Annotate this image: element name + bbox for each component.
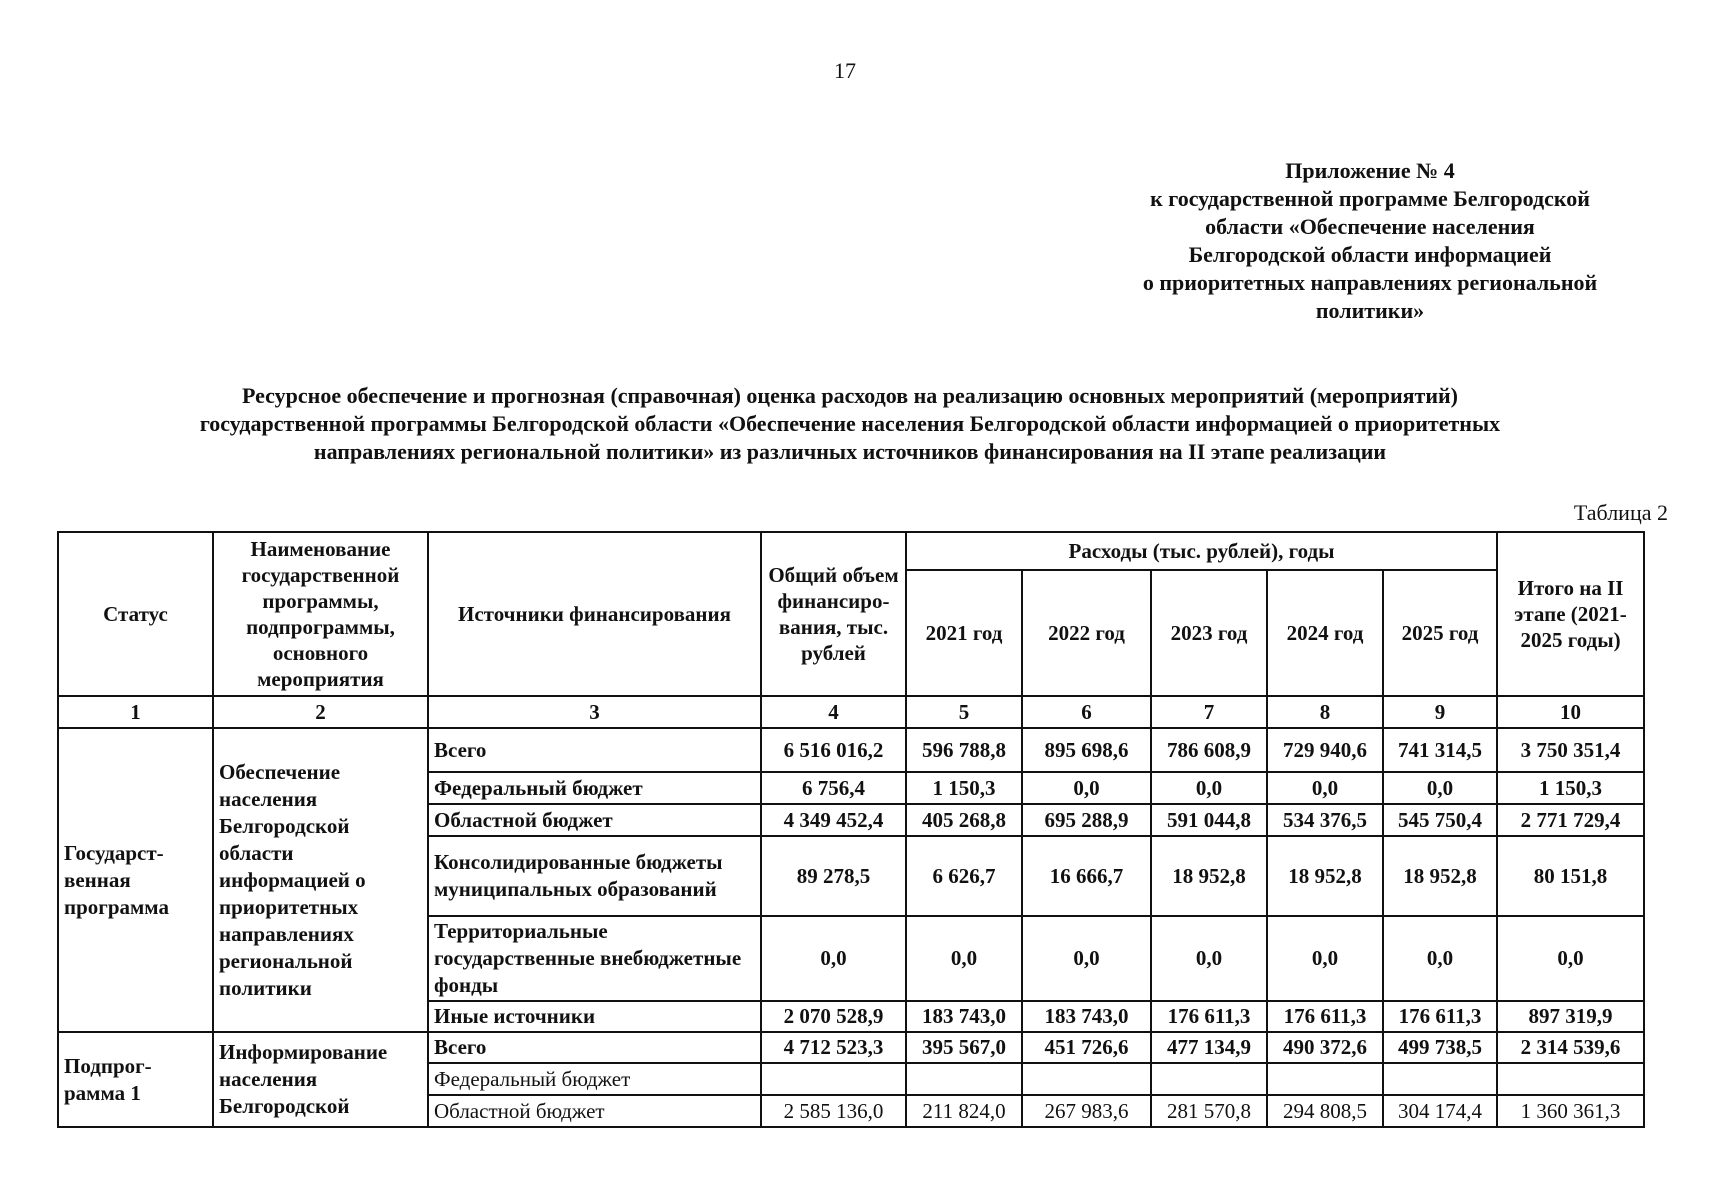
column-number: 2 — [213, 696, 428, 728]
value-cell: 16 666,7 — [1022, 836, 1151, 916]
value-cell: 0,0 — [1151, 772, 1267, 804]
header-year: 2025 год — [1383, 570, 1497, 696]
value-cell: 18 952,8 — [1267, 836, 1383, 916]
column-number: 6 — [1022, 696, 1151, 728]
status-cell: Государст-венная программа — [58, 728, 213, 1032]
value-cell: 6 516 016,2 — [761, 728, 906, 772]
column-number: 9 — [1383, 696, 1497, 728]
value-cell — [1497, 1063, 1644, 1095]
value-cell: 4 712 523,3 — [761, 1032, 906, 1063]
value-cell: 2 314 539,6 — [1497, 1032, 1644, 1063]
header-total-volume: Общий объем финансиро-вания, тыс. рублей — [761, 532, 906, 696]
table-row — [58, 1032, 1644, 1063]
appendix-line: политики» — [1315, 298, 1425, 323]
column-number: 4 — [761, 696, 906, 728]
appendix-line: Белгородской области информацией — [1188, 242, 1552, 267]
title-line: направлениях региональной политики» из различных источников финансирования на II этапе реализации — [313, 439, 1387, 464]
value-cell: 0,0 — [1022, 916, 1151, 1001]
value-cell: 176 611,3 — [1151, 1001, 1267, 1032]
value-cell: 18 952,8 — [1383, 836, 1497, 916]
column-number-row — [58, 696, 1644, 728]
value-cell: 729 940,6 — [1267, 728, 1383, 772]
column-number: 5 — [906, 696, 1022, 728]
value-cell — [1151, 1063, 1267, 1095]
value-cell: 451 726,6 — [1022, 1032, 1151, 1063]
value-cell: 176 611,3 — [1267, 1001, 1383, 1032]
column-number: 10 — [1497, 696, 1644, 728]
header-year: 2024 год — [1267, 570, 1383, 696]
document-title — [60, 382, 1640, 466]
header-year: 2022 год — [1022, 570, 1151, 696]
source-cell: Федеральный бюджет — [428, 1063, 761, 1095]
value-cell: 183 743,0 — [1022, 1001, 1151, 1032]
appendix-line: области «Обеспечение населения — [1205, 214, 1535, 239]
value-cell: 294 808,5 — [1267, 1095, 1383, 1127]
value-cell: 395 567,0 — [906, 1032, 1022, 1063]
value-cell: 895 698,6 — [1022, 728, 1151, 772]
value-cell: 3 750 351,4 — [1497, 728, 1644, 772]
value-cell — [1022, 1063, 1151, 1095]
source-cell: Всего — [428, 1032, 761, 1063]
source-cell: Областной бюджет — [428, 804, 761, 836]
value-cell: 2 585 136,0 — [761, 1095, 906, 1127]
header-row — [58, 532, 1644, 570]
value-cell: 281 570,8 — [1151, 1095, 1267, 1127]
source-cell: Областной бюджет — [428, 1095, 761, 1127]
value-cell — [761, 1063, 906, 1095]
source-cell: Иные источники — [428, 1001, 761, 1032]
value-cell: 211 824,0 — [906, 1095, 1022, 1127]
name-cell: Информирование населения Белгородской — [213, 1032, 428, 1127]
source-cell: Федеральный бюджет — [428, 772, 761, 804]
header-expenses: Расходы (тыс. рублей), годы — [906, 532, 1497, 570]
source-cell: Всего — [428, 728, 761, 772]
value-cell: 695 288,9 — [1022, 804, 1151, 836]
value-cell: 80 151,8 — [1497, 836, 1644, 916]
value-cell: 490 372,6 — [1267, 1032, 1383, 1063]
value-cell: 786 608,9 — [1151, 728, 1267, 772]
value-cell: 1 150,3 — [906, 772, 1022, 804]
header-status: Статус — [58, 532, 213, 696]
value-cell: 2 070 528,9 — [761, 1001, 906, 1032]
page-number: 17 — [834, 58, 856, 83]
appendix-header — [1110, 157, 1630, 325]
value-cell: 6 756,4 — [761, 772, 906, 804]
value-cell: 534 376,5 — [1267, 804, 1383, 836]
column-number: 7 — [1151, 696, 1267, 728]
value-cell: 1 360 361,3 — [1497, 1095, 1644, 1127]
value-cell — [1267, 1063, 1383, 1095]
value-cell: 897 319,9 — [1497, 1001, 1644, 1032]
value-cell: 6 626,7 — [906, 836, 1022, 916]
value-cell: 477 134,9 — [1151, 1032, 1267, 1063]
header-stage-total: Итого на II этапе (2021-2025 годы) — [1497, 532, 1644, 696]
header-sources: Источники финансирования — [428, 532, 761, 696]
value-cell: 0,0 — [1022, 772, 1151, 804]
value-cell: 1 150,3 — [1497, 772, 1644, 804]
table-row — [58, 728, 1644, 772]
source-cell: Консолидированные бюджеты муниципальных образований — [428, 836, 761, 916]
source-cell: Территориальные государственные внебюджетные фонды — [428, 916, 761, 1001]
value-cell: 89 278,5 — [761, 836, 906, 916]
value-cell: 4 349 452,4 — [761, 804, 906, 836]
value-cell: 0,0 — [906, 916, 1022, 1001]
column-number: 1 — [58, 696, 213, 728]
header-year: 2021 год — [906, 570, 1022, 696]
appendix-line: Приложение № 4 — [1285, 158, 1455, 183]
value-cell: 0,0 — [1267, 916, 1383, 1001]
title-line: Ресурсное обеспечение и прогнозная (справочная) оценка расходов на реализацию основных мероприятий (мероприятий) — [241, 383, 1459, 408]
budget-table — [57, 531, 1645, 1128]
value-cell: 545 750,4 — [1383, 804, 1497, 836]
header-year: 2023 год — [1151, 570, 1267, 696]
appendix-line: о приоритетных направлениях региональной — [1142, 270, 1598, 295]
value-cell: 0,0 — [1383, 772, 1497, 804]
value-cell: 304 174,4 — [1383, 1095, 1497, 1127]
value-cell: 0,0 — [1267, 772, 1383, 804]
table-label: Таблица 2 — [1573, 500, 1668, 525]
header-name: Наименование государственной программы, подпрограммы, основного мероприятия — [213, 532, 428, 696]
value-cell: 176 611,3 — [1383, 1001, 1497, 1032]
column-number: 3 — [428, 696, 761, 728]
value-cell: 499 738,5 — [1383, 1032, 1497, 1063]
value-cell: 267 983,6 — [1022, 1095, 1151, 1127]
value-cell: 0,0 — [1151, 916, 1267, 1001]
value-cell: 0,0 — [1497, 916, 1644, 1001]
value-cell: 596 788,8 — [906, 728, 1022, 772]
value-cell: 2 771 729,4 — [1497, 804, 1644, 836]
value-cell: 18 952,8 — [1151, 836, 1267, 916]
value-cell: 591 044,8 — [1151, 804, 1267, 836]
column-number: 8 — [1267, 696, 1383, 728]
value-cell: 0,0 — [1383, 916, 1497, 1001]
value-cell — [1383, 1063, 1497, 1095]
title-line: государственной программы Белгородской области «Обеспечение населения Белгородской области информацией о приоритетных — [199, 411, 1501, 436]
value-cell — [906, 1063, 1022, 1095]
value-cell: 183 743,0 — [906, 1001, 1022, 1032]
value-cell: 405 268,8 — [906, 804, 1022, 836]
value-cell: 741 314,5 — [1383, 728, 1497, 772]
status-cell: Подпрог-рамма 1 — [58, 1032, 213, 1127]
appendix-line: к государственной программе Белгородской — [1150, 186, 1590, 211]
value-cell: 0,0 — [761, 916, 906, 1001]
name-cell: Обеспечение населения Белгородской области информацией о приоритетных направлениях региональной политики — [213, 728, 428, 1032]
